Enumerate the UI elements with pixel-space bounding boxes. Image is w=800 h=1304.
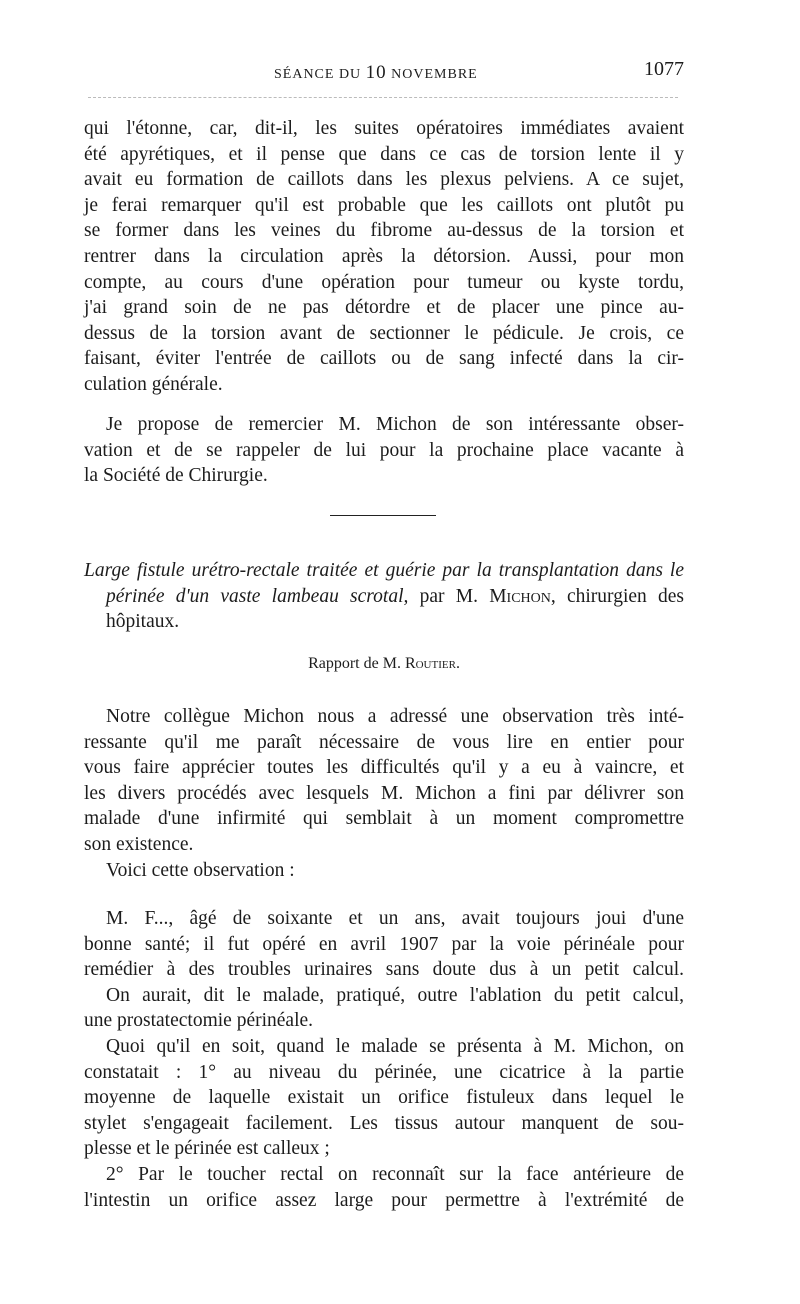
article-author: Michon xyxy=(489,585,551,607)
report-suffix: . xyxy=(455,655,460,672)
text-line: une prostatectomie périnéale. xyxy=(84,1010,314,1032)
paragraph-continued xyxy=(84,116,684,398)
text-line: dessus de la torsion avant de sectionner le pédicule. Je crois, ce xyxy=(84,322,684,344)
page-number: 1077 xyxy=(644,58,684,80)
paragraph-introduction xyxy=(84,704,684,883)
text-line: moyenne de laquelle existait un orifice fistuleux dans lequel le xyxy=(84,1087,684,1109)
text-line: son existence. xyxy=(84,833,194,855)
text-line: bonne santé; il fut opéré en avril 1907 par la voie périnéale pour xyxy=(84,933,684,955)
text-line: malade d'une infirmité qui semblait à un moment compromettre xyxy=(84,808,684,830)
section-divider xyxy=(330,515,436,516)
text-line: avait eu formation de caillots dans les plexus pelviens. A ce sujet, xyxy=(84,169,684,191)
article-title xyxy=(84,558,684,635)
running-header xyxy=(84,58,684,86)
text-line: vous faire apprécier toutes les difficultés qu'il y a eu à vaincre, et xyxy=(84,757,684,779)
running-title-prefix: SÉANCE DU xyxy=(274,67,366,82)
header-rule xyxy=(88,97,678,98)
text-line: se former dans les veines du fibrome au-dessus de la torsion et xyxy=(84,220,684,242)
text-line: l'intestin un orifice assez large pour permettre à l'extrémité de xyxy=(84,1189,684,1211)
text-line: plesse et le périnée est calleux ; xyxy=(84,1138,330,1160)
text-line: faisant, éviter l'entrée de caillots ou de sang infecté dans la cir- xyxy=(84,348,684,370)
text-line: stylet s'engageait facilement. Les tissus autour manquent de sou- xyxy=(84,1112,684,1134)
text-line: je ferai remarquer qu'il est probable que les caillots ont plutôt pu xyxy=(84,194,684,216)
paragraph-observation xyxy=(84,906,684,1213)
report-byline xyxy=(84,655,684,673)
text-line: vation et de se rappeler de lui pour la prochaine place vacante à xyxy=(84,439,684,461)
text-line: Je propose de remercier M. Michon de son intéressante obser- xyxy=(106,414,684,435)
article-title-italic: Large fistule urétro-rectale traitée et guérie par la transplantation xyxy=(84,560,620,581)
text-line: été apyrétiques, et il pense que dans ce cas de torsion lente il y xyxy=(84,143,684,165)
text-line: les divers procédés avec lesquels M. Michon a fini par délivrer son xyxy=(84,782,684,804)
text-line: M. F..., âgé de soixante et un ans, avait toujours joui d'une xyxy=(106,908,684,929)
text-line: culation générale. xyxy=(84,373,223,395)
text-line: remédier à des troubles urinaires sans doute dus à un petit calcul. xyxy=(84,959,684,981)
article-author-role: chirurgien des hôpitaux. xyxy=(106,585,684,633)
article-title-comma: , xyxy=(550,585,556,607)
text-line: constatait : 1° au niveau du périnée, une cicatrice à la partie xyxy=(84,1061,684,1083)
paragraph-proposal xyxy=(84,412,684,489)
report-author: Routier xyxy=(404,655,456,672)
text-line: Voici cette observation : xyxy=(106,859,295,881)
text-line: qui l'étonne, car, dit-il, les suites opératoires immédiates avaient xyxy=(84,118,684,139)
text-line: la Société de Chirurgie. xyxy=(84,465,268,487)
text-line: Quoi qu'il en soit, quand le malade se présenta à M. Michon, on xyxy=(106,1035,684,1057)
text-line: 2° Par le toucher rectal on reconnaît sur la face antérieure de xyxy=(106,1163,684,1185)
text-line: Notre collègue Michon nous a adressé une observation très inté- xyxy=(106,706,684,727)
text-line: ressante qu'il me paraît nécessaire de vous lire en entier pour xyxy=(84,731,684,753)
text-line: rentrer dans la circulation après la détorsion. Aussi, pour mon xyxy=(84,245,684,267)
text-line: On aurait, dit le malade, pratiqué, outre l'ablation du petit calcul, xyxy=(106,984,684,1006)
article-title-italic: dans le périnée d'un vaste lambeau scrotal, xyxy=(106,560,685,607)
text-line: compte, au cours d'une opération pour tumeur ou kyste tordu, xyxy=(84,271,684,293)
report-prefix: Rapport de M. xyxy=(308,655,405,672)
running-title-day: 10 xyxy=(365,62,387,83)
text-line: j'ai grand soin de ne pas détordre et de placer une pince au- xyxy=(84,297,684,319)
article-title-by: par M. xyxy=(408,585,490,607)
running-title xyxy=(274,62,478,84)
running-title-suffix: NOVEMBRE xyxy=(386,67,478,82)
